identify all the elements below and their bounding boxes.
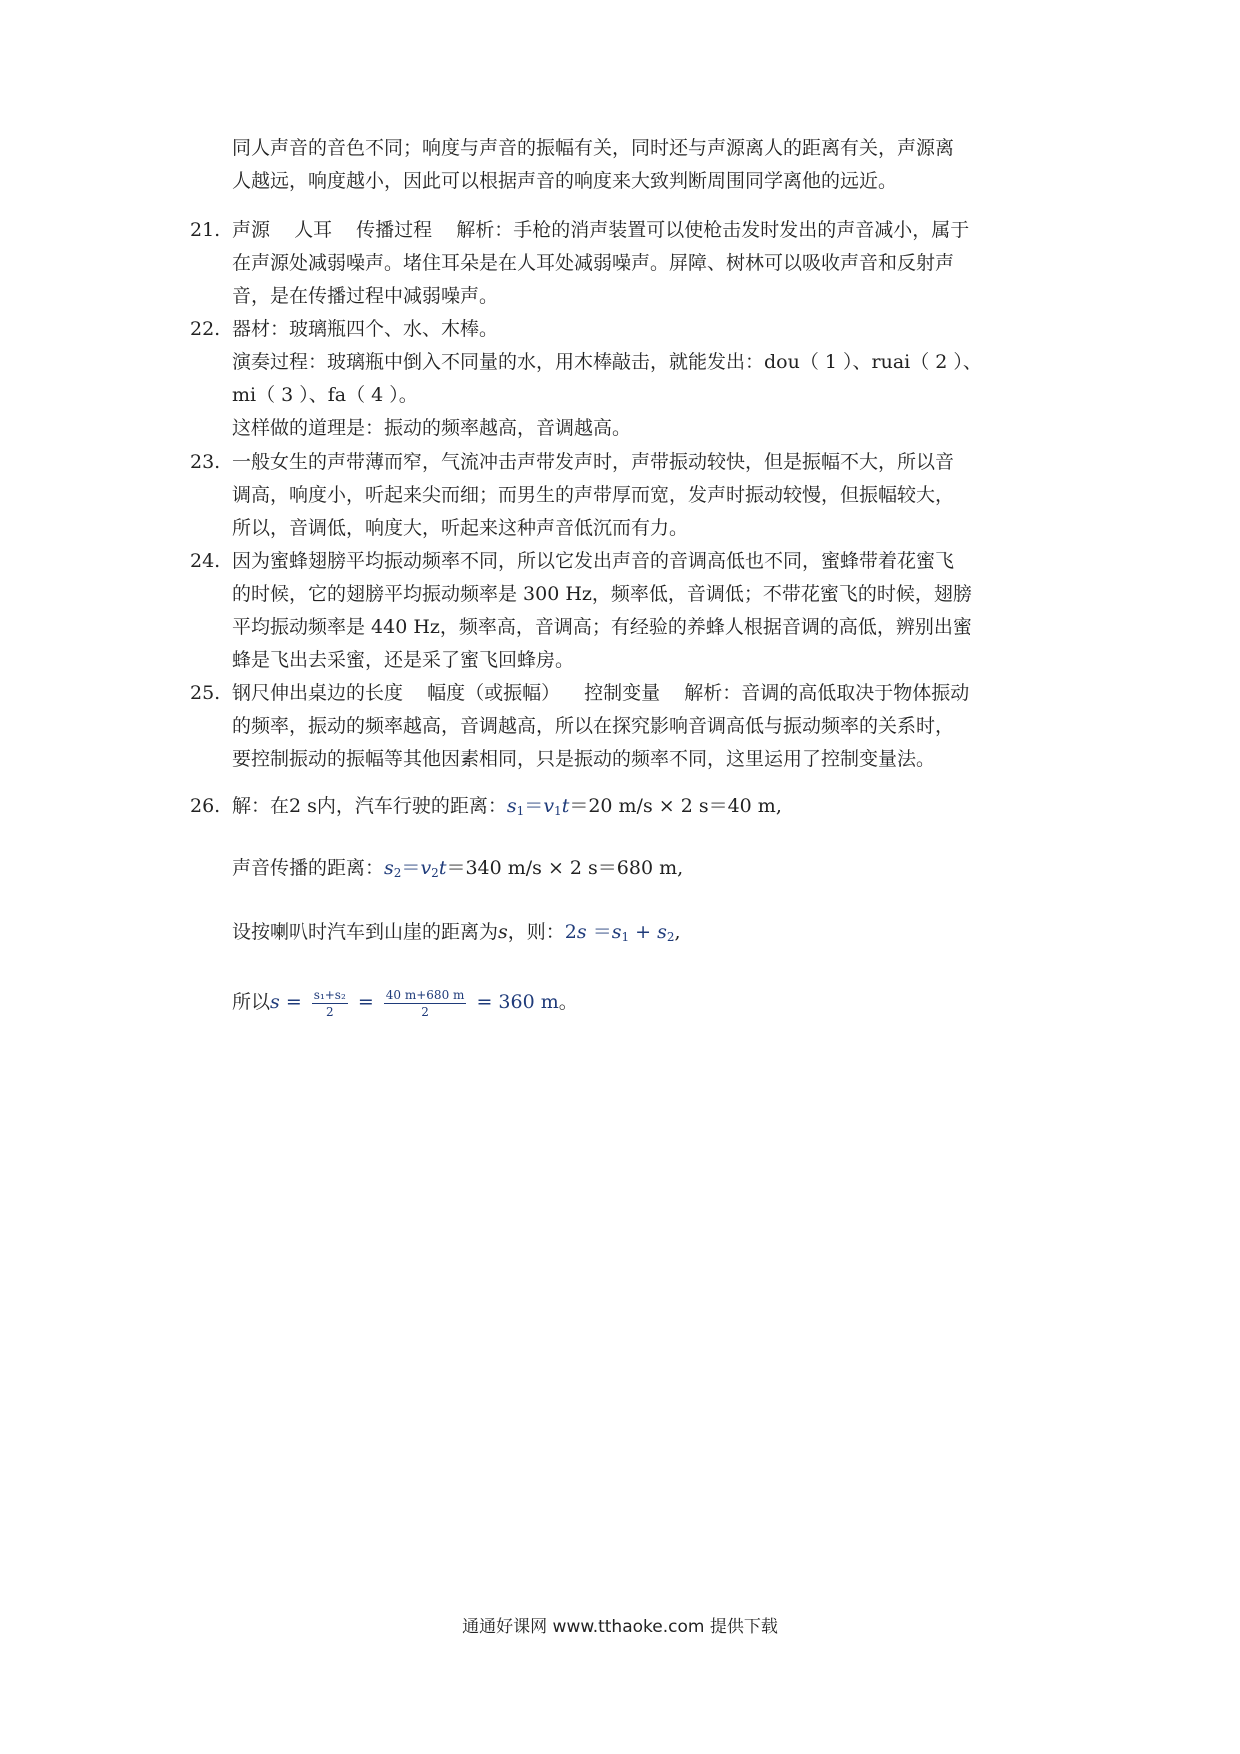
item-number: 24.: [190, 550, 221, 572]
answer-blank-1: 钢尺伸出桌边的长度: [232, 682, 404, 704]
paragraph-line: 同人声音的音色不同；响度与声音的振幅有关，同时还与声源离人的距离有关，声源离: [232, 137, 955, 159]
answer-blank-3: 控制变量: [584, 682, 661, 704]
answer-item-22: [190, 313, 1070, 445]
step-text: 所以: [232, 991, 271, 1013]
step-text: 设按喇叭时汽车到山崖的距离为: [232, 921, 499, 943]
equals-sign: ＝: [586, 921, 612, 943]
subscript: 2: [393, 866, 402, 880]
subscript: 1: [516, 804, 525, 818]
answer-item-26: [190, 790, 1070, 823]
answer-blank-2: 人耳: [294, 219, 333, 241]
var-s: s: [498, 921, 508, 943]
item-number: 23.: [190, 451, 221, 473]
item-number: 22.: [190, 318, 221, 340]
punctuation: 。: [558, 991, 578, 1013]
paragraph-line: 音，是在传播过程中减弱噪声。: [232, 285, 499, 307]
equals-sign: ＝: [401, 857, 421, 879]
item-number: 26.: [190, 795, 221, 817]
step-text: 声音传播的距离：: [232, 857, 385, 879]
equals-sign: ＝: [524, 795, 544, 817]
solution-step-4-block: [190, 986, 1070, 1019]
answer-item-23: [190, 446, 1070, 545]
step-text: ，则：: [507, 921, 565, 943]
formula-rest: ＝340 m/s × 2 s＝680 m,: [446, 857, 684, 879]
equals-sign: =: [351, 991, 380, 1013]
answer-blank-1: 声源: [232, 219, 271, 241]
paragraph-line: 这样做的道理是：振动的频率越高，音调越高。: [232, 417, 632, 439]
fraction-numerator: 40 m+680 m: [385, 987, 465, 1002]
answer-item-24: [190, 545, 1070, 677]
fraction-numeric: [384, 988, 467, 1019]
paragraph-line: 蜂是飞出去采蜜，还是采了蜜飞回蜂房。: [232, 649, 575, 671]
paragraph-line: 调高，响度小，听起来尖而细；而男生的声带厚而宽，发声时振动较慢，但振幅较大，: [232, 484, 955, 506]
var-t: t: [561, 795, 570, 817]
paragraph-line: 演奏过程：玻璃瓶中倒入不同量的水，用木棒敲击，就能发出：dou（ 1 ）、ruai（ 2 ）、: [232, 351, 982, 373]
answer-blank-2: 幅度（或振幅）: [427, 682, 561, 704]
fraction-denominator: 2: [421, 1004, 429, 1019]
solution-step-2: [232, 852, 1070, 885]
formula-sum: [565, 921, 675, 943]
var-v: v: [420, 857, 432, 879]
result-value: = 360 m: [470, 991, 559, 1013]
answer-blank-3: 传播过程: [356, 219, 433, 241]
fraction-numerator: s₁+s₂: [313, 987, 346, 1002]
paragraph-line: 一般女生的声带薄而窄，气流冲击声带发声时，声带振动较快，但是振幅不大，所以音: [232, 451, 955, 473]
analysis-text: 音调的高低取决于物体振动: [741, 682, 970, 704]
solution-step-4: [232, 986, 1070, 1019]
step-text: 解：在2 s内，汽车行驶的距离：: [232, 795, 507, 817]
paragraph-line: 在声源处减弱噪声。堵住耳朵是在人耳处减弱噪声。屏障、树林可以吸收声音和反射声: [232, 252, 955, 274]
formula-distance-car: [507, 795, 782, 817]
solution-step-2-block: [190, 852, 1070, 885]
paragraph-line: 的频率，振动的频率越高，音调越高，所以在探究影响音调高低与振动频率的关系时，: [232, 715, 955, 737]
continuation-paragraph: [190, 132, 1070, 198]
item-number: 21.: [190, 219, 221, 241]
fraction-denominator: 2: [325, 1004, 334, 1019]
subscript: 1: [554, 804, 562, 818]
analysis-label: 解析：: [684, 682, 742, 704]
page-footer: 通通好课网 www.tthaoke.com 提供下载: [462, 1617, 778, 1637]
fraction-symbolic: [312, 988, 348, 1019]
paragraph-line: 因为蜜蜂翅膀平均振动频率不同，所以它发出声音的音调高低也不同，蜜蜂带着花蜜飞: [232, 550, 955, 572]
var-s: s: [384, 857, 394, 879]
subscript: 2: [666, 930, 675, 944]
var-s: s: [576, 921, 587, 943]
item-number: 25.: [190, 682, 221, 704]
formula-rest: ＝20 m/s × 2 s＝40 m,: [569, 795, 782, 817]
paragraph-line: 器材：玻璃瓶四个、水、木棒。: [232, 318, 499, 340]
paragraph-line: 人越远，响度越小，因此可以根据声音的响度来大致判断周围同学离他的远近。: [232, 170, 898, 192]
answer-item-21: [190, 214, 1070, 313]
subscript: 2: [431, 866, 439, 880]
punctuation: ,: [674, 921, 681, 943]
solution-step-3: [232, 916, 1070, 949]
var-v: v: [543, 795, 555, 817]
equals-sign: =: [279, 991, 308, 1013]
subscript: 1: [621, 930, 630, 944]
var-s: s: [657, 921, 667, 943]
formula-distance-sound: [384, 857, 683, 879]
paragraph-line: 要控制振动的振幅等其他因素相同，只是振动的频率不同，这里运用了控制变量法。: [232, 748, 936, 770]
solution-step-3-block: [190, 916, 1070, 949]
solution-step-1: [232, 790, 1070, 823]
paragraph-line: 所以，音调低，响度大，听起来这种声音低沉而有力。: [232, 517, 689, 539]
analysis-label: 解析：: [456, 219, 514, 241]
paragraph-line: 的时候，它的翅膀平均振动频率是 300 Hz，频率低，音调低；不带花蜜飞的时候，翅膀: [232, 583, 972, 605]
formula-result: [270, 987, 559, 1019]
answer-line: [232, 214, 1070, 247]
var-s: s: [270, 991, 280, 1013]
answer-line: [232, 677, 1070, 710]
paragraph-line: 平均振动频率是 440 Hz，频率高，音调高；有经验的养蜂人根据音调的高低，辨别出蜜: [232, 616, 972, 638]
coefficient: 2: [564, 921, 577, 943]
var-t: t: [438, 857, 447, 879]
var-s: s: [506, 795, 517, 817]
paragraph-line: mi（ 3 ）、fa（ 4 ）。: [232, 384, 418, 406]
var-s: s: [611, 921, 622, 943]
analysis-text: 手枪的消声装置可以使枪击发时发出的声音减小，属于: [513, 219, 970, 241]
answer-item-25: [190, 677, 1070, 776]
plus-sign: +: [629, 921, 658, 943]
